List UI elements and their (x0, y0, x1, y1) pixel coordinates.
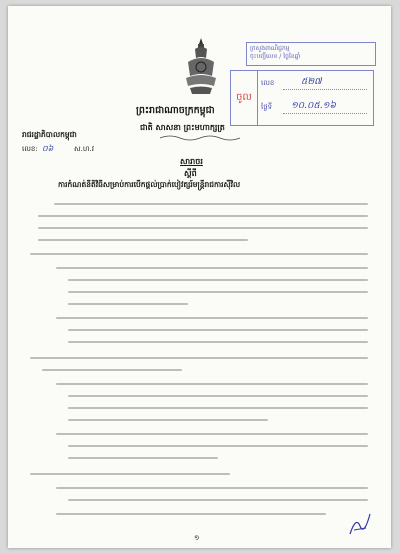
document-topic: ស្តីពី (184, 169, 197, 178)
page-number: ១ (194, 534, 200, 542)
registration-date-label: ថ្ងៃទី (261, 103, 273, 111)
registration-box (230, 70, 374, 126)
text-line (68, 419, 268, 421)
doc-number-suffix: ស.ហ.វ (74, 145, 95, 153)
doc-number-value: ០៦ (42, 144, 54, 153)
text-line (38, 227, 368, 229)
text-line (38, 239, 248, 241)
text-line (68, 395, 368, 397)
text-line (30, 357, 368, 359)
signature-mark-icon (346, 512, 374, 538)
text-line (68, 291, 368, 293)
stamp-line-2: ចុះបញ្ជីលេខ / ថ្ងៃខែឆ្នាំ (250, 53, 301, 60)
registration-stamp (246, 42, 376, 66)
text-line (56, 433, 368, 435)
text-line (68, 341, 368, 343)
registration-side-code: ចូល (231, 71, 258, 125)
stamp-line-1: ក្រសួងពាណិជ្ជកម្ម (250, 45, 290, 52)
text-line (56, 383, 368, 385)
ministry-name: រាជរដ្ឋាភិបាលកម្ពុជា (22, 130, 77, 139)
text-line (68, 303, 188, 305)
text-line (38, 215, 368, 217)
registration-number-label: លេខ (261, 79, 275, 87)
text-line (30, 473, 230, 475)
text-line (54, 203, 368, 205)
document-type: សារាចរ (180, 157, 203, 166)
document-page (8, 6, 391, 548)
registration-number-value: ៥២៧ (301, 77, 322, 87)
royal-emblem-icon (184, 36, 218, 98)
text-line (68, 279, 368, 281)
text-line (56, 317, 368, 319)
national-motto: ជាតិ សាសនា ព្រះមហាក្សត្រ (140, 123, 225, 132)
text-line (56, 513, 326, 515)
text-line (30, 253, 368, 255)
text-line (56, 267, 368, 269)
text-line (68, 407, 368, 409)
registration-date-line (283, 113, 367, 114)
text-line (68, 329, 368, 331)
text-line (68, 499, 368, 501)
ornament-divider (158, 134, 242, 142)
registration-date-value: ១០.០៥.១៦ (291, 101, 336, 111)
doc-number-label: លេខ: (22, 145, 38, 153)
text-line (68, 445, 368, 447)
text-line (42, 369, 182, 371)
text-line (68, 457, 218, 459)
registration-number-line (283, 89, 367, 90)
document-subject: ការកំណត់នីតិវិធីសម្រាប់ការបើកផ្តល់ប្រាក់បៀវត្សរ៍មន្ត្រីរាជការស៊ីវិល (58, 180, 241, 189)
kingdom-heading: ព្រះរាជាណាចក្រកម្ពុជា (136, 105, 215, 116)
text-line (56, 487, 368, 489)
